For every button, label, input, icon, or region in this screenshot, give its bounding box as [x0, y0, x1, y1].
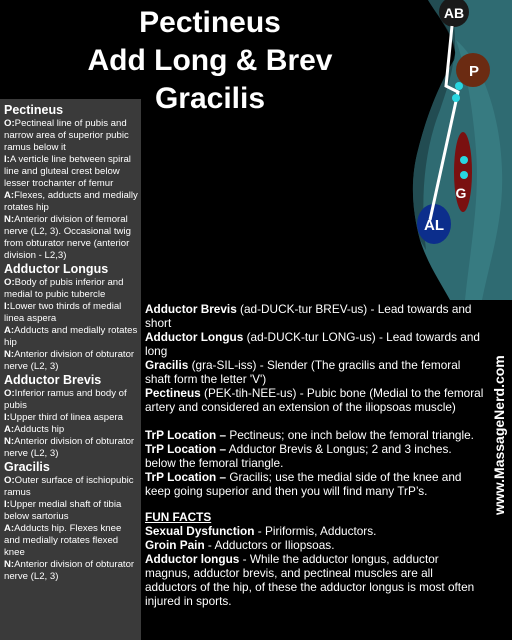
- term: Adductor Brevis: [145, 302, 237, 316]
- fun-facts-section: [145, 510, 485, 608]
- label-al: AL: [424, 217, 444, 234]
- pronunciations-section: [145, 302, 485, 414]
- line-value: Adducts and medially rotates hip: [4, 325, 138, 348]
- insertion: [4, 499, 139, 523]
- muscle-details-panel: [0, 99, 141, 640]
- nerve: [4, 349, 139, 373]
- nerve: [4, 214, 139, 262]
- line-key: A:: [4, 325, 15, 336]
- insertion: [4, 301, 139, 325]
- line-key: O:: [4, 277, 15, 288]
- line-key: O:: [4, 118, 15, 129]
- muscle-name: Pectineus: [4, 103, 64, 117]
- muscle-block-adductor-brevis: [4, 373, 139, 460]
- term: Pectineus: [145, 386, 201, 400]
- term-text: Adductor Brevis & Longus; 2 and 3 inches. below the femoral triangle.: [145, 442, 452, 470]
- fun-fact-item: [145, 524, 485, 538]
- term: Adductor Longus: [145, 330, 244, 344]
- term: Sexual Dysfunction: [145, 524, 255, 538]
- line-key: A:: [4, 190, 15, 201]
- line-value: Adducts hip. Flexes knee and medially rotates flexed knee: [4, 523, 122, 558]
- label-p: P: [468, 63, 480, 80]
- trp-item: [145, 428, 485, 442]
- line-key: I:: [4, 499, 10, 510]
- website-url: www.MassageNerd.com: [491, 355, 507, 515]
- pronunciation-item: [145, 358, 485, 386]
- trp-item: [145, 470, 485, 498]
- trigger-point-g1: [460, 156, 468, 164]
- term-text: (ad-DUCK-tur BREV-us) - Lead towards and short: [145, 302, 472, 330]
- trigger-point-p2: [452, 94, 460, 102]
- line-value: Flexes, adducts and medially rotates hip: [4, 190, 138, 213]
- action: [4, 523, 139, 559]
- term: Adductor longus: [145, 552, 240, 566]
- muscle-name: Gracilis: [4, 460, 50, 474]
- fun-facts-heading: FUN FACTS: [145, 510, 212, 524]
- term: TrP Location –: [145, 442, 227, 456]
- origin: [4, 118, 139, 154]
- line-value: Adducts hip: [14, 424, 65, 435]
- term-text: - While the adductor longus, adductor magnus, adductor brevis, and pectineal muscles are all adductors of the hip, of these the adductor longus is most often injured in sports.: [145, 552, 475, 608]
- line-value: Pectineal line of pubis and narrow area of superior pubic ramus below it: [4, 118, 129, 153]
- line-key: N:: [4, 559, 15, 570]
- label-ab: AB: [443, 5, 465, 21]
- origin: [4, 388, 139, 412]
- action: [4, 424, 139, 436]
- term-text: - Piriformis, Adductors.: [254, 524, 377, 538]
- line-key: A:: [4, 424, 15, 435]
- fun-fact-item: [145, 552, 485, 608]
- line-value: Upper third of linea aspera: [9, 412, 123, 423]
- term-text: (ad-DUCK-tur LONG-us) - Lead towards and long: [145, 330, 480, 358]
- trp-item: [145, 442, 485, 470]
- line-value: Body of pubis inferior and medial to pubic tubercle: [4, 277, 124, 300]
- term: Gracilis: [145, 358, 189, 372]
- nerve: [4, 559, 139, 583]
- pronunciation-item: [145, 330, 485, 358]
- line-value: Inferior ramus and body of pubis: [4, 388, 127, 411]
- line-value: Outer surface of ischiopubic ramus: [4, 475, 134, 498]
- pronunciation-item: [145, 302, 485, 330]
- title-line-1: Pectineus: [139, 6, 281, 39]
- title-line-2: Add Long & Brev: [87, 44, 333, 77]
- term-text: (gra-SIL-iss) - Slender (The gracilis and the femoral shaft form the letter 'V'): [145, 358, 461, 386]
- line-key: O:: [4, 388, 15, 399]
- line-key: N:: [4, 349, 15, 360]
- action: [4, 190, 139, 214]
- fun-fact-item: [145, 538, 485, 552]
- line-value: Anterior division of femoral nerve (L2, 3). Occasional twig from obturator nerve (anterior division - L2,3): [4, 214, 131, 261]
- term-text: Pectineus; one inch below the femoral triangle.: [226, 428, 474, 442]
- origin: [4, 277, 139, 301]
- trigger-point-g2: [460, 171, 468, 179]
- term-text: - Adductors or Iliopsoas.: [204, 538, 335, 552]
- line-key: N:: [4, 214, 15, 225]
- muscle-block-adductor-longus: [4, 262, 139, 373]
- line-value: Anterior division of obturator nerve (L2, 3): [4, 559, 135, 582]
- line-value: Lower two thirds of medial linea aspera: [4, 301, 122, 324]
- leg-illustration: [370, 0, 512, 300]
- trigger-point-p1: [455, 82, 463, 90]
- term: TrP Location –: [145, 470, 227, 484]
- line-key: I:: [4, 154, 10, 165]
- muscle-block-gracilis: [4, 460, 139, 583]
- muscle-block-pectineus: [4, 103, 139, 262]
- origin: [4, 475, 139, 499]
- insertion: [4, 154, 139, 190]
- line-value: Anterior division of obturator nerve (L2, 3): [4, 436, 135, 459]
- muscle-name: Adductor Longus: [4, 262, 109, 276]
- term: TrP Location –: [145, 428, 227, 442]
- nerve: [4, 436, 139, 460]
- line-value: Upper medial shaft of tibia below sartorius: [4, 499, 122, 522]
- line-key: O:: [4, 475, 15, 486]
- line-value: A verticle line between spiral line and gluteal crest below lesser trochanter of femur: [4, 154, 131, 189]
- line-key: I:: [4, 301, 10, 312]
- pronunciation-item: [145, 386, 485, 414]
- muscle-name: Adductor Brevis: [4, 373, 102, 387]
- action: [4, 325, 139, 349]
- term-text: (PEK-tih-NEE-us) - Pubic bone (Medial to the femoral artery and considered an extension of the iliopsoas muscle): [145, 386, 484, 414]
- insertion: [4, 412, 139, 424]
- label-g: G: [455, 185, 467, 201]
- term-text: Gracilis; use the medial side of the knee and keep going superior and then you will find many TrP’s.: [145, 470, 462, 498]
- line-key: N:: [4, 436, 15, 447]
- main-text: [145, 302, 485, 608]
- line-key: I:: [4, 412, 10, 423]
- line-value: Anterior division of obturator nerve (L2, 3): [4, 349, 135, 372]
- term: Groin Pain: [145, 538, 205, 552]
- title-line-3: Gracilis: [154, 82, 266, 115]
- line-key: A:: [4, 523, 15, 534]
- trigger-point-section: [145, 428, 485, 498]
